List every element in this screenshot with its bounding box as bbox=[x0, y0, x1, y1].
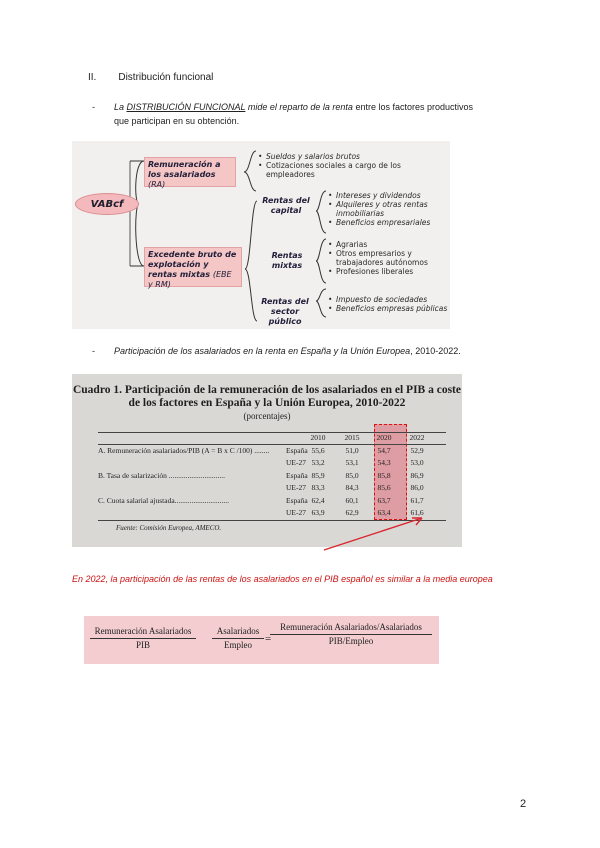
ebe-box-title: Excedente bruto de explotación y rentas mixtas bbox=[148, 250, 237, 279]
table-rule bbox=[98, 444, 446, 445]
cell: 61,7 bbox=[410, 496, 424, 505]
bullet1-part2: mide el reparto de la renta bbox=[245, 102, 353, 112]
ra-item: • Cotizaciones sociales a cargo de los empleadores bbox=[258, 161, 438, 179]
table-row bbox=[98, 483, 446, 494]
rentas-capital-label: Rentas del capital bbox=[262, 196, 310, 215]
fraction-left bbox=[90, 626, 196, 651]
section-title: Distribución funcional bbox=[118, 72, 214, 83]
cell: 54,3 bbox=[377, 458, 391, 467]
equals-sign: = bbox=[265, 633, 272, 645]
mixtas-item: • Otros empresarios y trabajadores autónomos bbox=[328, 249, 446, 267]
capital-item: • Beneficios empresariales bbox=[328, 218, 448, 227]
ebe-box-abbrev: (EBE y RM) bbox=[148, 270, 232, 289]
left-denominator: PIB bbox=[135, 640, 150, 650]
row-label: C. Cuota salarial ajustada............................. bbox=[98, 496, 230, 505]
capital-items-list bbox=[328, 191, 448, 227]
row-country: UE-27 bbox=[286, 458, 306, 467]
bullet-participacion bbox=[92, 344, 542, 358]
cell: 83,3 bbox=[311, 483, 325, 492]
section-number: II. bbox=[88, 72, 97, 83]
bullet1-line2: que participan en su obtención. bbox=[114, 116, 240, 126]
row-label: B. Tasa de salarización .............................. bbox=[98, 471, 226, 480]
cell: 63,9 bbox=[311, 508, 325, 517]
ra-items-list bbox=[258, 152, 438, 179]
ratio-formula bbox=[84, 616, 439, 664]
row-country: España bbox=[286, 471, 308, 480]
row-country: España bbox=[286, 496, 308, 505]
cell: 85,8 bbox=[377, 471, 391, 480]
cell: 85,0 bbox=[345, 471, 359, 480]
conclusion-note: En 2022, la participación de las rentas de los asalariados en el PIB español es similar a la media europea bbox=[72, 574, 493, 584]
year-header: 2022 bbox=[409, 433, 425, 442]
mixtas-item: • Agrarias bbox=[328, 240, 446, 249]
cell: 86,9 bbox=[410, 471, 424, 480]
right-denominator: PIB/Empleo bbox=[328, 636, 374, 646]
cell: 63,4 bbox=[377, 508, 391, 517]
cell: 54,7 bbox=[377, 446, 391, 455]
table-caption bbox=[72, 384, 462, 423]
cell: 60,1 bbox=[345, 496, 359, 505]
cell: 52,9 bbox=[410, 446, 424, 455]
capital-item: • Intereses y dividendos bbox=[328, 191, 448, 200]
cell: 63,7 bbox=[377, 496, 391, 505]
cell: 53,0 bbox=[410, 458, 424, 467]
cell: 85,6 bbox=[377, 483, 391, 492]
bullet1-part1: La bbox=[114, 102, 127, 112]
bullet-dash: - bbox=[92, 102, 95, 112]
table-row bbox=[98, 496, 446, 507]
middle-denominator: Empleo bbox=[224, 640, 252, 650]
left-numerator: Remuneración Asalariados bbox=[90, 626, 196, 639]
cell: 84,3 bbox=[345, 483, 359, 492]
bullet-dash: - bbox=[92, 346, 95, 356]
bullet1-part3: entre los factores productivos bbox=[352, 102, 473, 112]
bullet-distribucion bbox=[92, 100, 532, 128]
fraction-middle bbox=[212, 626, 264, 651]
year-header: 2020 bbox=[376, 433, 392, 442]
rentas-mixtas-label: Rentas mixtas bbox=[271, 251, 303, 270]
ra-item: • Sueldos y salarios brutos bbox=[258, 152, 438, 161]
table-header-row bbox=[98, 433, 446, 444]
cell: 85,9 bbox=[311, 471, 325, 480]
remuneracion-asalariados-box bbox=[144, 157, 236, 187]
cell: 61,6 bbox=[410, 508, 424, 517]
section-heading bbox=[88, 72, 213, 83]
vabcf-node: VABcf bbox=[75, 193, 139, 215]
cell: 53,1 bbox=[345, 458, 359, 467]
red-arrow-annotation bbox=[320, 512, 430, 554]
table-row bbox=[98, 471, 446, 482]
table-row bbox=[98, 458, 446, 469]
publico-items-list bbox=[328, 295, 448, 313]
functional-distribution-diagram bbox=[72, 141, 450, 329]
cell: 86,0 bbox=[410, 483, 424, 492]
cell: 62,4 bbox=[311, 496, 325, 505]
row-country: UE-27 bbox=[286, 508, 306, 517]
bullet2-italic: Participación de los asalariados en la renta en España y la Unión Europea bbox=[114, 346, 411, 356]
bullet2-rest: , 2010-2022. bbox=[410, 346, 461, 356]
rentas-sector-publico-label: Rentas del sector público bbox=[261, 297, 309, 326]
cell: 62,9 bbox=[345, 508, 359, 517]
right-numerator: Remuneración Asalariados/Asalariados bbox=[270, 622, 432, 635]
year-header: 2015 bbox=[344, 433, 360, 442]
cell: 53,2 bbox=[311, 458, 325, 467]
table-source: Fuente: Comisión Europea, AMECO. bbox=[116, 524, 222, 532]
cell: 55,6 bbox=[311, 446, 325, 455]
publico-item: • Beneficios empresas públicas bbox=[328, 304, 448, 313]
page-number: 2 bbox=[520, 798, 527, 810]
table-caption-sub: (porcentajes) bbox=[243, 411, 291, 421]
cell: 51,0 bbox=[345, 446, 359, 455]
mixtas-items-list bbox=[328, 240, 446, 276]
ra-box-title: Remuneración a los asalariados bbox=[148, 160, 221, 179]
middle-numerator: Asalariados bbox=[212, 626, 264, 639]
ra-box-abbrev: (RA) bbox=[148, 180, 166, 189]
excedente-bruto-box bbox=[144, 247, 242, 287]
year-header: 2010 bbox=[310, 433, 326, 442]
capital-item: • Alquileres y otras rentas inmobiliarias bbox=[328, 200, 448, 218]
publico-item: • Impuesto de sociedades bbox=[328, 295, 448, 304]
row-label: A. Remuneración asalariados/PIB (A = B x C /100) ........ bbox=[98, 446, 270, 455]
fraction-right bbox=[270, 622, 432, 647]
row-country: UE-27 bbox=[286, 483, 306, 492]
table-caption-title: Cuadro 1. Participación de la remuneración de los asalariados en el PIB a coste de los factores en España y la Unión Europea, 2010-2022 bbox=[72, 384, 461, 409]
term-distribucion-funcional: DISTRIBUCIÓN FUNCIONAL bbox=[126, 102, 246, 112]
mixtas-item: • Profesiones liberales bbox=[328, 267, 446, 276]
table-row bbox=[98, 446, 446, 457]
row-country: España bbox=[286, 446, 308, 455]
